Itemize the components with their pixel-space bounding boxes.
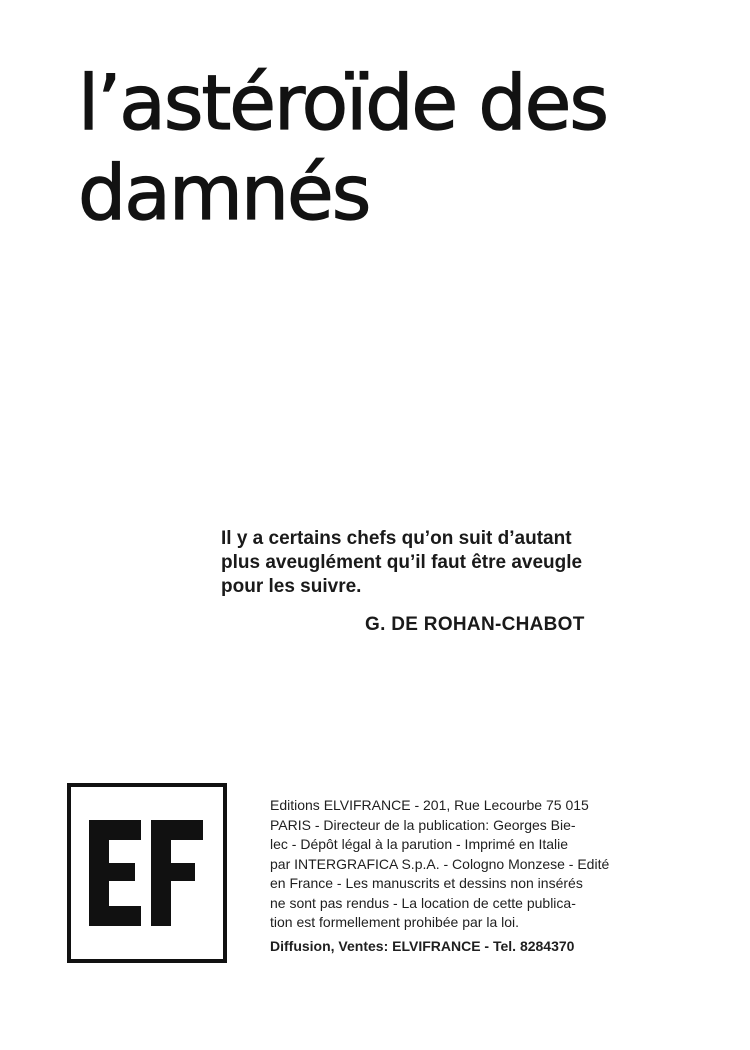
imprint-line: par INTERGRAFICA S.p.A. - Cologno Monzese - Edité — [270, 855, 610, 872]
imprint-line: ne sont pas rendus - La location de cette publica- — [270, 894, 576, 911]
imprint-line: en France - Les manuscrits et dessins non insérés — [270, 875, 583, 891]
imprint-line: PARIS - Directeur de la publication: Georges Bie- — [270, 816, 576, 833]
epigraph-quote — [221, 527, 691, 599]
imprint-line: tion est formellement prohibée par la loi. — [270, 914, 520, 930]
quote-line-1: Il y a certains chefs qu’on suit d’autant — [221, 528, 572, 549]
quote-line-2: plus aveuglément qu’il faut être aveugle — [221, 552, 583, 573]
ef-logo-icon — [87, 808, 207, 938]
imprint-text — [270, 796, 690, 956]
publisher-logo — [67, 783, 227, 963]
title-line-2: damnés — [78, 148, 370, 237]
quote-author: G. DE ROHAN-CHABOT — [365, 614, 585, 635]
imprint-line: lec - Dépôt légal à la parution - Imprimé en Italie — [270, 836, 569, 852]
quote-line-3: pour les suivre. — [221, 576, 362, 597]
distribution-line: Diffusion, Ventes: ELVIFRANCE - Tel. 8284370 — [270, 937, 575, 954]
title-line-1: l’astéroïde des — [78, 58, 607, 147]
page-title — [78, 58, 718, 238]
imprint-line: Editions ELVIFRANCE - 201, Rue Lecourbe 75 015 — [270, 797, 589, 813]
